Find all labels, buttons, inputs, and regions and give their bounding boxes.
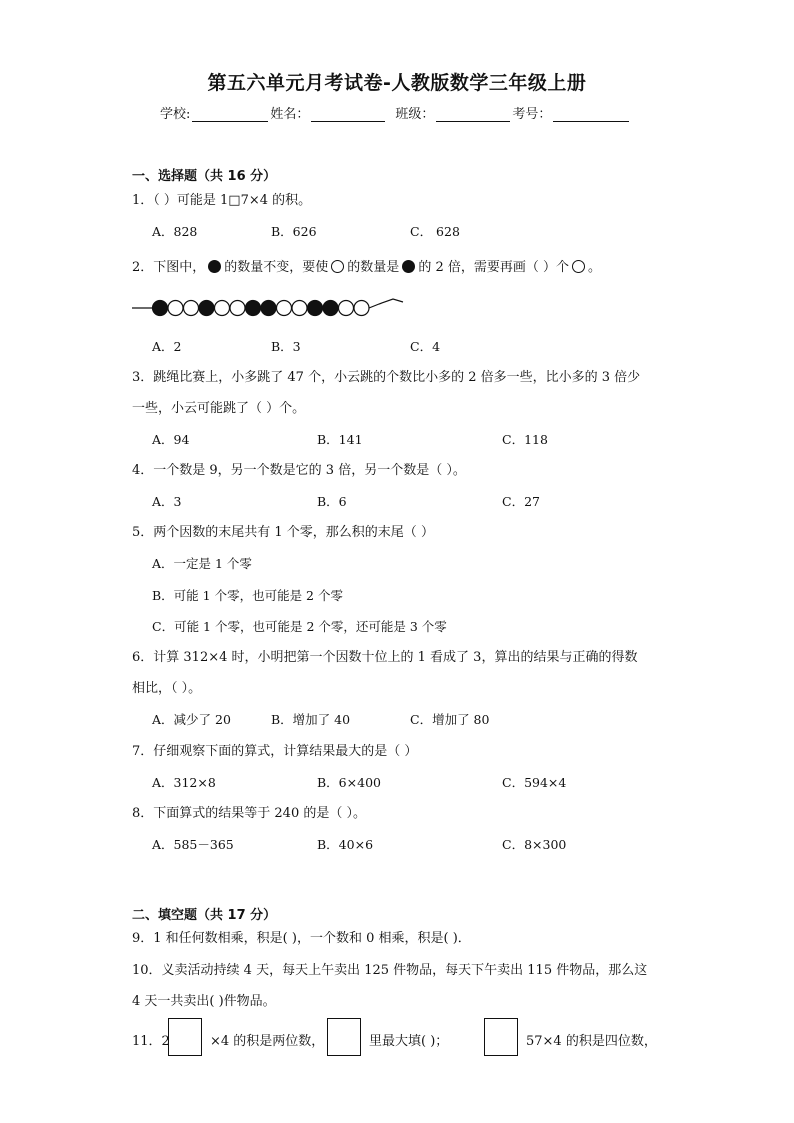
question-4: 4．一个数是 9，另一个数是它的 3 倍，另一个数是（ ）。 xyxy=(132,463,466,478)
q2-text-5: 。 xyxy=(587,260,601,275)
q8-option-c: C．8×300 xyxy=(502,837,567,852)
black-bead xyxy=(199,301,214,316)
white-bead xyxy=(339,301,354,316)
q3-option-c: C．118 xyxy=(502,432,548,447)
question-7: 7．仔细观察下面的算式，计算结果最大的是（ ） xyxy=(132,744,418,759)
black-bead xyxy=(153,301,168,316)
white-bead xyxy=(215,301,230,316)
question-6-line-1: 6．计算 312×4 时，小明把第一个因数十位上的 1 看成了 3，算出的结果与正确的得数 xyxy=(132,650,638,665)
q11-text-4: 57×4 的积是四位数， xyxy=(526,1034,657,1049)
black-bead xyxy=(246,301,261,316)
q4-option-c: C．27 xyxy=(502,494,540,509)
q11-answer-box-2[interactable] xyxy=(327,1018,361,1056)
string-tail xyxy=(369,299,403,308)
question-6-line-2: 相比，（ ）。 xyxy=(132,681,202,696)
q1-option-c: C． 628 xyxy=(410,224,460,239)
q2-text-3: 的数量是 xyxy=(347,260,400,275)
q11-answer-box-1[interactable] xyxy=(168,1018,202,1056)
q2-option-c: C．4 xyxy=(410,339,441,354)
school-label: 学校: xyxy=(160,107,191,122)
white-bead xyxy=(168,301,183,316)
q2-text-4: 的 2 倍，需要再画（ ）个 xyxy=(418,260,569,275)
question-3-line-1: 3．跳绳比赛上，小多跳了 47 个，小云跳的个数比小多的 2 倍多一些，比小多的 3 倍少 xyxy=(132,370,641,385)
class-label: 班级： xyxy=(395,107,435,122)
white-bead-icon xyxy=(331,260,344,273)
section-1-title: 一、选择题（共 16 分） xyxy=(132,169,277,184)
number-label: 考号： xyxy=(512,107,552,122)
q4-option-b: B．6 xyxy=(317,494,347,509)
white-bead xyxy=(354,301,369,316)
q7-option-a: A．312×8 xyxy=(152,775,216,790)
q5-option-b: B．可能 1 个零，也可能是 2 个零 xyxy=(152,588,343,603)
question-2 xyxy=(132,259,601,277)
black-bead xyxy=(308,301,323,316)
question-8: 8．下面算式的结果等于 240 的是（ ）。 xyxy=(132,806,366,821)
black-bead-icon xyxy=(402,260,415,273)
q1-option-b: B．626 xyxy=(271,224,317,239)
question-5: 5．两个因数的末尾共有 1 个零，那么积的末尾（ ） xyxy=(132,525,434,540)
student-info-row xyxy=(160,103,631,122)
q8-option-b: B．40×6 xyxy=(317,837,374,852)
question-3-line-2: 一些，小云可能跳了（ ）个。 xyxy=(132,401,306,416)
question-1: 1．（ ）可能是 1□7×4 的积。 xyxy=(132,193,312,208)
q1-option-a: A．828 xyxy=(152,224,198,239)
black-bead xyxy=(261,301,276,316)
question-10-line-1: 10．义卖活动持续 4 天，每天上午卖出 125 件物品，每天下午卖出 115 件物品，那么这 xyxy=(132,963,648,978)
q5-option-a: A．一定是 1 个零 xyxy=(152,556,252,571)
q2-option-b: B．3 xyxy=(271,339,301,354)
page-title: 第五六单元月考试卷-人教版数学三年级上册 xyxy=(207,72,587,94)
bead-string-figure xyxy=(130,294,410,324)
black-bead xyxy=(323,301,338,316)
q11-text-2: ×4 的积是两位数， xyxy=(210,1034,325,1049)
q6-option-b: B．增加了 40 xyxy=(271,712,351,727)
q11-answer-box-3[interactable] xyxy=(484,1018,518,1056)
q7-option-b: B．6×400 xyxy=(317,775,381,790)
q5-option-c: C．可能 1 个零，也可能是 2 个零，还可能是 3 个零 xyxy=(152,619,447,634)
q6-option-c: C．增加了 80 xyxy=(410,712,490,727)
name-blank[interactable] xyxy=(311,107,385,122)
q8-option-a: A．585－365 xyxy=(152,837,234,852)
white-bead xyxy=(277,301,292,316)
school-blank[interactable] xyxy=(192,107,268,122)
q7-option-c: C．594×4 xyxy=(502,775,567,790)
q2-option-a: A．2 xyxy=(152,339,182,354)
white-bead xyxy=(292,301,307,316)
q4-option-a: A．3 xyxy=(152,494,182,509)
question-10-line-2: 4 天一共卖出( )件物品。 xyxy=(132,994,276,1009)
q2-text-1: 2．下图中， xyxy=(132,260,206,275)
question-9: 9．1 和任何数相乘，积是( )，一个数和 0 相乘，积是( )． xyxy=(132,931,471,946)
name-label: 姓名： xyxy=(270,107,310,122)
class-blank[interactable] xyxy=(436,107,510,122)
q3-option-b: B．141 xyxy=(317,432,363,447)
white-bead xyxy=(230,301,245,316)
q3-option-a: A．94 xyxy=(152,432,190,447)
q6-option-a: A．减少了 20 xyxy=(152,712,231,727)
number-blank[interactable] xyxy=(553,107,629,122)
white-bead-icon xyxy=(572,260,585,273)
q11-text-1: 11．2 xyxy=(132,1034,170,1049)
q2-text-2: 的数量不变，要使 xyxy=(224,260,329,275)
q11-text-3: 里最大填( )； xyxy=(369,1034,449,1049)
section-2-title: 二、填空题（共 17 分） xyxy=(132,908,277,923)
black-bead-icon xyxy=(208,260,221,273)
white-bead xyxy=(184,301,199,316)
